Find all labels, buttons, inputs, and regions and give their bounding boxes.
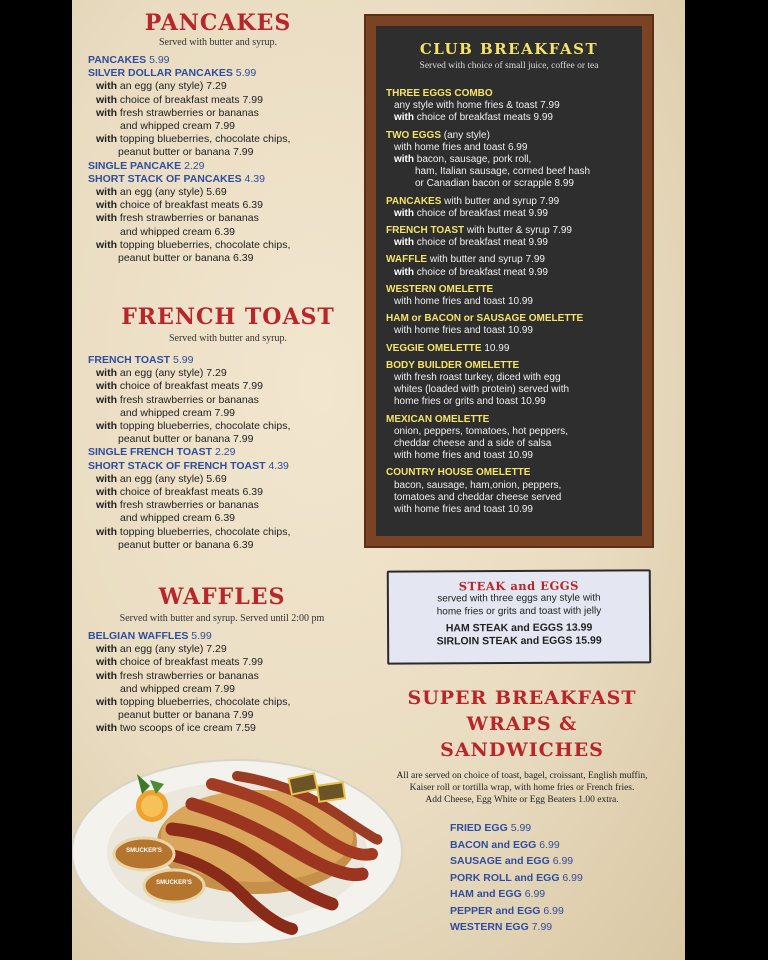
menu-line bbox=[88, 94, 364, 107]
menu-line bbox=[88, 499, 372, 512]
club-line-text: with home fries and toast 10.99 bbox=[394, 450, 533, 462]
wrap-name: SAUSAGE and EGG bbox=[450, 855, 550, 867]
option-text: topping blueberries, chocolate chips, bbox=[117, 133, 291, 146]
item-name: PANCAKES bbox=[88, 54, 147, 66]
menu-line bbox=[88, 186, 364, 199]
club-item-name-rest: 10.99 bbox=[481, 342, 510, 354]
menu-line bbox=[88, 133, 364, 146]
menu-line bbox=[88, 446, 372, 459]
wraps-desc-2: Kaiser roll or tortilla wrap, with home fries or French fries. bbox=[409, 783, 635, 793]
club-item-line bbox=[386, 237, 590, 249]
option-with: with bbox=[96, 367, 117, 380]
item-price: 2.29 bbox=[184, 159, 205, 172]
option-with: with bbox=[96, 199, 117, 212]
option-text: choice of breakfast meats 7.99 bbox=[117, 656, 263, 669]
item-name: SHORT STACK OF FRENCH TOAST bbox=[88, 459, 266, 472]
club-item-name: PANCAKES bbox=[386, 195, 442, 207]
menu-line bbox=[88, 486, 372, 499]
club-item-line bbox=[386, 480, 590, 492]
wrap-price: 7.99 bbox=[531, 921, 553, 933]
club-line-text: bacon, sausage, ham,onion, peppers, bbox=[394, 479, 562, 491]
club-with: with bbox=[394, 112, 414, 124]
wrap-item bbox=[450, 820, 672, 837]
club-line-text: with home fries and toast 10.99 bbox=[394, 325, 533, 337]
club-item-header bbox=[386, 88, 590, 100]
club-line-text: tomatoes and cheddar cheese served bbox=[394, 491, 562, 503]
pancakes-list bbox=[72, 54, 364, 265]
steak-desc-1: served with three eggs any style with bbox=[437, 592, 601, 605]
option-with: with bbox=[96, 472, 117, 485]
club-item-header bbox=[386, 360, 590, 372]
club-item-line bbox=[386, 178, 590, 190]
menu-line bbox=[88, 160, 364, 173]
steak-heading: STEAK and EGGS bbox=[458, 578, 579, 594]
club-line-text: choice of breakfast meat 9.99 bbox=[414, 237, 548, 249]
club-item bbox=[386, 284, 590, 308]
option-with: with bbox=[96, 722, 117, 735]
club-item-line bbox=[386, 112, 590, 124]
menu-line bbox=[88, 120, 364, 133]
option-text: fresh strawberries or bananas bbox=[117, 106, 259, 119]
club-item-name: BODY BUILDER OMELETTE bbox=[386, 359, 520, 371]
pancakes-heading: PANCAKES bbox=[144, 10, 292, 36]
menu-line bbox=[88, 512, 372, 525]
menu-line bbox=[88, 199, 364, 212]
wrap-name: WESTERN EGG bbox=[450, 921, 529, 933]
waffles-subtitle: Served with butter and syrup. Served until 2:00 pm bbox=[119, 613, 325, 624]
jelly-label-2: SMUCKER'S bbox=[156, 880, 192, 886]
club-item-header bbox=[386, 284, 590, 296]
wraps-section bbox=[372, 685, 672, 936]
item-price: 4.39 bbox=[244, 172, 265, 185]
option-with: with bbox=[96, 420, 117, 433]
club-item bbox=[386, 254, 590, 278]
option-text: choice of breakfast meats 7.99 bbox=[117, 380, 263, 393]
menu-line bbox=[88, 670, 372, 683]
menu-line bbox=[88, 67, 364, 80]
option-text: fresh strawberries or bananas bbox=[117, 499, 259, 512]
item-name: FRENCH TOAST bbox=[88, 354, 171, 366]
club-line-text: with fresh roast turkey, diced with egg bbox=[394, 372, 561, 384]
menu-line bbox=[88, 460, 372, 473]
steak-desc-2: home fries or grits and toast with jelly bbox=[436, 605, 602, 617]
wrap-price: 6.99 bbox=[543, 904, 564, 917]
club-item-line bbox=[386, 267, 590, 279]
menu-line bbox=[88, 80, 364, 93]
club-item bbox=[386, 225, 590, 249]
menu-line bbox=[88, 709, 372, 722]
wraps-heading-3: SANDWICHES bbox=[440, 739, 604, 761]
option-with: with bbox=[96, 106, 117, 119]
option-text: choice of breakfast meats 6.39 bbox=[117, 199, 263, 212]
wraps-heading-1: SUPER BREAKFAST bbox=[407, 687, 637, 709]
option-text: topping blueberries, chocolate chips, bbox=[117, 696, 291, 709]
waffles-list bbox=[72, 630, 372, 736]
club-item-name: COUNTRY HOUSE OMELETTE bbox=[386, 467, 531, 479]
club-line-text: cheddar cheese and a side of salsa bbox=[394, 438, 552, 450]
option-with: with bbox=[96, 656, 117, 669]
option-continued: peanut butter or banana 6.39 bbox=[118, 538, 254, 551]
club-item-line bbox=[386, 438, 590, 450]
steak-item-sirloin: SIRLOIN STEAK and EGGS 15.99 bbox=[436, 634, 602, 648]
wrap-name: HAM and EGG bbox=[450, 888, 522, 900]
option-with: with bbox=[96, 93, 117, 106]
option-continued: peanut butter or banana 7.99 bbox=[118, 709, 254, 722]
club-item bbox=[386, 88, 590, 125]
club-item-line bbox=[386, 426, 590, 438]
club-with: with bbox=[394, 266, 414, 278]
club-item-header bbox=[386, 313, 590, 325]
club-item-line bbox=[386, 208, 590, 220]
wrap-price: 6.99 bbox=[539, 838, 560, 851]
club-item-line bbox=[386, 296, 590, 308]
club-breakfast-heading: CLUB BREAKFAST bbox=[419, 40, 599, 58]
club-item-name-rest: (any style) bbox=[441, 129, 490, 141]
menu-line bbox=[88, 173, 364, 186]
option-continued: and whipped cream 6.39 bbox=[120, 512, 235, 525]
menu-line bbox=[88, 696, 372, 709]
menu-line bbox=[88, 367, 372, 380]
wrap-item bbox=[450, 919, 672, 936]
menu-line bbox=[88, 420, 372, 433]
french-toast-section bbox=[72, 304, 372, 552]
club-item bbox=[386, 196, 590, 220]
item-name: SINGLE PANCAKE bbox=[88, 159, 182, 172]
menu-line bbox=[88, 722, 372, 735]
wrap-name: PORK ROLL and EGG bbox=[450, 871, 560, 884]
option-text: an egg (any style) 7.29 bbox=[117, 643, 227, 656]
club-item-line bbox=[386, 504, 590, 516]
option-continued: and whipped cream 7.99 bbox=[120, 682, 235, 695]
option-text: fresh strawberries or bananas bbox=[117, 393, 259, 406]
option-with: with bbox=[96, 525, 117, 538]
menu-line bbox=[88, 146, 364, 159]
club-item bbox=[386, 313, 590, 337]
french-toast-subtitle: Served with butter and syrup. bbox=[168, 333, 288, 344]
steak-and-eggs-box bbox=[387, 569, 651, 664]
option-text: an egg (any style) 5.69 bbox=[117, 186, 227, 199]
item-price: 5.99 bbox=[235, 67, 257, 80]
option-continued: peanut butter or banana 6.39 bbox=[118, 252, 254, 265]
wrap-item bbox=[450, 853, 672, 870]
menu-line bbox=[88, 539, 372, 552]
menu-line bbox=[88, 54, 364, 67]
club-item-name: THREE EGGS COMBO bbox=[386, 88, 493, 99]
option-text: an egg (any style) 5.69 bbox=[117, 472, 227, 485]
club-line-text: with home fries and toast 10.99 bbox=[394, 296, 533, 308]
menu-line bbox=[88, 656, 372, 669]
item-name: SILVER DOLLAR PANCAKES bbox=[88, 67, 233, 80]
club-item-name: MEXICAN OMELETTE bbox=[386, 413, 490, 425]
club-line-text: choice of breakfast meats 9.99 bbox=[414, 112, 553, 124]
club-with: with bbox=[394, 237, 414, 249]
wrap-item bbox=[450, 903, 672, 920]
french-toast-heading: FRENCH TOAST bbox=[121, 304, 335, 330]
wrap-item bbox=[450, 837, 672, 854]
wraps-list bbox=[372, 820, 672, 936]
option-text: two scoops of ice cream 7.59 bbox=[117, 722, 256, 735]
pancakes-bacon-photo bbox=[72, 754, 407, 949]
wrap-item bbox=[450, 870, 672, 887]
option-with: with bbox=[96, 80, 117, 93]
menu-line bbox=[88, 212, 364, 225]
pancakes-subtitle: Served with butter and syrup. bbox=[158, 37, 278, 48]
item-price: 5.99 bbox=[191, 630, 212, 642]
steak-item-ham: HAM STEAK and EGGS 13.99 bbox=[445, 621, 593, 635]
menu-line bbox=[88, 107, 364, 120]
club-item bbox=[386, 343, 590, 355]
option-continued: and whipped cream 7.99 bbox=[120, 120, 235, 133]
pancakes-section bbox=[72, 10, 364, 265]
club-item-line bbox=[386, 384, 590, 396]
menu-line bbox=[88, 226, 364, 239]
club-item-line bbox=[386, 100, 590, 112]
jelly-label-1: SMUCKER'S bbox=[126, 848, 162, 854]
option-with: with bbox=[96, 486, 117, 499]
waffles-section bbox=[72, 584, 372, 736]
menu-line bbox=[88, 473, 372, 486]
menu-line bbox=[88, 252, 364, 265]
club-item bbox=[386, 414, 590, 463]
club-item-name: WAFFLE bbox=[386, 254, 428, 266]
option-text: fresh strawberries or bananas bbox=[117, 212, 259, 225]
club-item-name: FRENCH TOAST bbox=[386, 225, 465, 237]
menu-line bbox=[88, 630, 372, 643]
option-text: an egg (any style) 7.29 bbox=[117, 80, 227, 93]
item-name: BELGIAN WAFFLES bbox=[88, 630, 189, 642]
club-line-text: with home fries and toast 10.99 bbox=[394, 504, 533, 516]
wrap-name: FRIED EGG bbox=[450, 822, 508, 834]
club-item bbox=[386, 130, 590, 191]
club-line-text: bacon, sausage, pork roll, bbox=[414, 154, 532, 166]
option-text: fresh strawberries or bananas bbox=[117, 669, 259, 682]
club-breakfast-board bbox=[364, 14, 654, 548]
option-continued: peanut butter or banana 7.99 bbox=[118, 433, 254, 446]
club-line-text: whites (loaded with protein) served with bbox=[394, 384, 570, 396]
option-with: with bbox=[96, 212, 117, 225]
item-price: 5.99 bbox=[149, 54, 170, 66]
club-item-header bbox=[386, 130, 590, 142]
menu-line bbox=[88, 407, 372, 420]
option-text: an egg (any style) 7.29 bbox=[117, 367, 227, 380]
option-continued: and whipped cream 6.39 bbox=[120, 225, 235, 238]
club-item-name: WESTERN OMELETTE bbox=[386, 283, 494, 295]
club-line-text: or Canadian bacon or scrapple 8.99 bbox=[415, 178, 574, 190]
club-item-name-rest: with butter & syrup 7.99 bbox=[464, 225, 572, 237]
club-item bbox=[386, 467, 590, 516]
menu-line bbox=[88, 526, 372, 539]
club-item-line bbox=[386, 372, 590, 384]
item-name: SHORT STACK OF PANCAKES bbox=[88, 172, 242, 185]
item-price: 2.29 bbox=[214, 446, 236, 459]
option-continued: and whipped cream 7.99 bbox=[120, 406, 235, 419]
item-name: SINGLE FRENCH TOAST bbox=[88, 446, 213, 459]
club-item-line bbox=[386, 396, 590, 408]
club-breakfast-subtitle: Served with choice of small juice, coffee or tea bbox=[419, 61, 599, 71]
club-item-line bbox=[386, 166, 590, 178]
club-breakfast-list bbox=[386, 88, 590, 516]
club-item-line bbox=[386, 492, 590, 504]
club-item-header bbox=[386, 225, 590, 237]
waffles-heading: WAFFLES bbox=[158, 584, 286, 610]
club-item-header bbox=[386, 467, 590, 479]
club-item-line bbox=[386, 325, 590, 337]
wrap-price: 5.99 bbox=[510, 822, 532, 834]
club-item-header bbox=[386, 414, 590, 426]
wrap-name: BACON and EGG bbox=[450, 838, 537, 851]
option-text: topping blueberries, chocolate chips, bbox=[117, 238, 291, 251]
menu-line bbox=[88, 433, 372, 446]
club-with: with bbox=[394, 154, 414, 166]
wrap-name: PEPPER and EGG bbox=[450, 904, 541, 917]
club-line-text: choice of breakfast meat 9.99 bbox=[414, 266, 548, 278]
club-item-header bbox=[386, 254, 590, 266]
option-text: choice of breakfast meats 6.39 bbox=[117, 486, 263, 499]
menu-page bbox=[72, 0, 685, 960]
option-with: with bbox=[96, 133, 117, 146]
club-item-line bbox=[386, 142, 590, 154]
menu-line bbox=[88, 683, 372, 696]
item-price: 4.39 bbox=[268, 459, 289, 472]
club-item-name: VEGGIE OMELETTE bbox=[386, 342, 482, 354]
wrap-price: 6.99 bbox=[552, 855, 574, 867]
option-with: with bbox=[96, 499, 117, 512]
french-toast-list bbox=[72, 354, 372, 552]
club-item-name-rest: with butter and syrup 7.99 bbox=[441, 195, 560, 207]
item-price: 5.99 bbox=[172, 354, 194, 366]
club-with: with bbox=[394, 207, 414, 219]
club-item-name: TWO EGGS bbox=[386, 129, 441, 141]
club-line-text: onion, peppers, tomatoes, hot peppers, bbox=[394, 425, 569, 437]
club-line-text: ham, Italian sausage, corned beef hash bbox=[415, 166, 591, 178]
club-line-text: choice of breakfast meat 9.99 bbox=[414, 207, 548, 219]
menu-line bbox=[88, 394, 372, 407]
option-continued: peanut butter or banana 7.99 bbox=[118, 146, 254, 159]
club-item-header bbox=[386, 196, 590, 208]
menu-line bbox=[88, 643, 372, 656]
club-item-header bbox=[386, 343, 590, 355]
option-with: with bbox=[96, 186, 117, 199]
option-with: with bbox=[96, 643, 117, 656]
club-item-name: HAM or BACON or SAUSAGE OMELETTE bbox=[386, 313, 584, 325]
option-with: with bbox=[96, 380, 117, 393]
wraps-desc-1: All are served on choice of toast, bagel, croissant, English muffin, bbox=[396, 771, 648, 781]
option-text: topping blueberries, chocolate chips, bbox=[117, 420, 291, 433]
menu-line bbox=[88, 380, 372, 393]
option-text: topping blueberries, chocolate chips, bbox=[117, 525, 291, 538]
option-with: with bbox=[96, 669, 117, 682]
club-item-line bbox=[386, 154, 590, 166]
club-line-text: with home fries and toast 6.99 bbox=[394, 141, 528, 153]
menu-line bbox=[88, 239, 364, 252]
club-line-text: home fries or grits and toast 10.99 bbox=[394, 396, 546, 408]
wrap-price: 6.99 bbox=[524, 888, 546, 900]
option-text: choice of breakfast meats 7.99 bbox=[117, 93, 263, 106]
club-item-line bbox=[386, 450, 590, 462]
wraps-desc-3: Add Cheese, Egg White or Egg Beaters 1.00 extra. bbox=[425, 795, 619, 805]
option-with: with bbox=[96, 238, 117, 251]
menu-line bbox=[88, 354, 372, 367]
wraps-heading-2: WRAPS & bbox=[466, 713, 578, 735]
wrap-price: 6.99 bbox=[562, 871, 583, 884]
wrap-item bbox=[450, 886, 672, 903]
option-with: with bbox=[96, 393, 117, 406]
option-with: with bbox=[96, 696, 117, 709]
club-item bbox=[386, 360, 590, 409]
club-line-text: any style with home fries & toast 7.99 bbox=[394, 100, 560, 112]
club-item-name-rest: with butter and syrup 7.99 bbox=[427, 254, 545, 266]
